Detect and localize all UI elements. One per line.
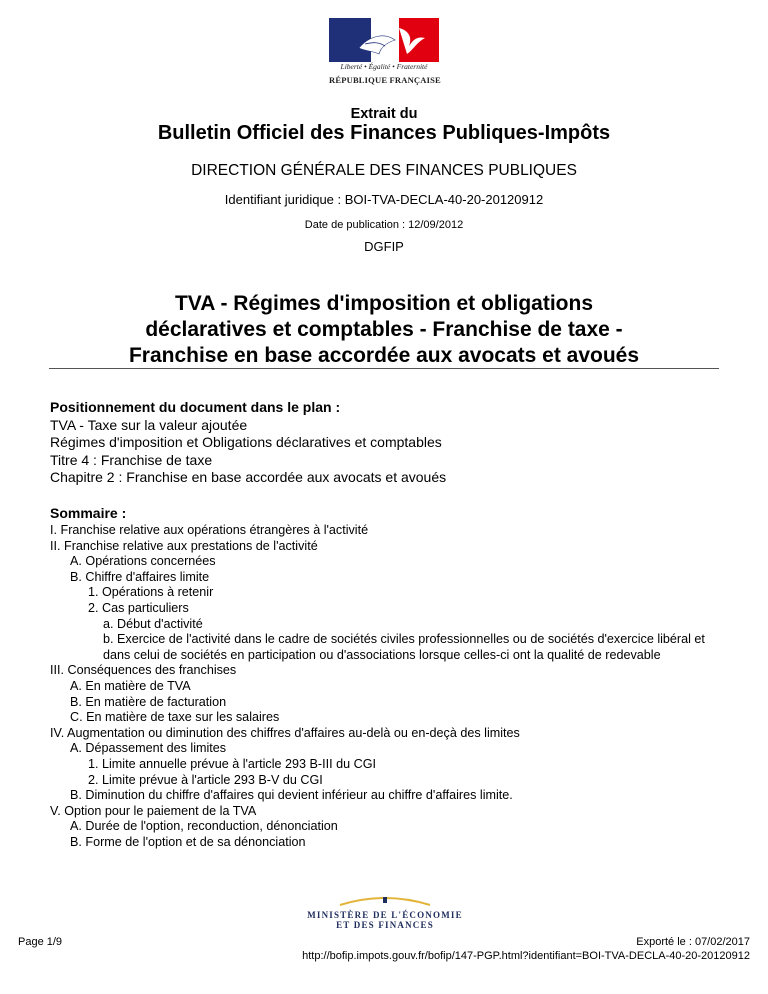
toc-item[interactable]: B. En matière de facturation — [70, 694, 227, 709]
toc-item[interactable]: a. Début d'activité — [103, 616, 203, 631]
sommaire-list — [50, 523, 720, 850]
title-divider — [49, 368, 719, 369]
document-title-line: déclaratives et comptables - Franchise de taxe - — [145, 318, 623, 341]
logo-republic-label: RÉPUBLIQUE FRANÇAISE — [329, 75, 441, 85]
toc-item[interactable]: V. Option pour le paiement de la TVA — [50, 803, 257, 818]
toc-item[interactable]: B. Forme de l'option et de sa dénonciation — [70, 834, 306, 849]
toc-item[interactable]: A. Opérations concernées — [70, 554, 216, 569]
ministere-arc-icon — [335, 893, 435, 907]
plan-position-section — [50, 399, 730, 487]
plan-line: TVA - Taxe sur la valeur ajoutée — [50, 416, 248, 433]
document-title-line: TVA - Régimes d'imposition et obligations — [174, 292, 593, 315]
publication-date: Date de publication : 12/09/2012 — [304, 219, 464, 231]
logo-motto: Liberté • Égalité • Fraternité — [340, 62, 428, 71]
plan-line: Régimes d'imposition et Obligations déclaratives et comptables — [50, 434, 442, 450]
toc-item[interactable]: A. Durée de l'option, reconduction, dénonciation — [70, 819, 338, 834]
ministere-line-1: MINISTÈRE DE L'ÉCONOMIE — [307, 910, 463, 920]
toc-item[interactable]: C. En matière de taxe sur les salaires — [70, 710, 280, 725]
toc-item[interactable]: A. En matière de TVA — [70, 678, 191, 693]
export-date: Exporté le : 07/02/2017 — [636, 936, 750, 948]
page-number: Page 1/9 — [18, 936, 63, 948]
plan-line: Titre 4 : Franchise de taxe — [50, 451, 213, 468]
toc-item[interactable]: IV. Augmentation ou diminution des chiffres d'affaires au-delà ou en-deçà des limites — [50, 725, 520, 740]
toc-item[interactable]: A. Dépassement des limites — [70, 741, 227, 756]
toc-item[interactable]: 1. Limite annuelle prévue à l'article 293 B-III du CGI — [88, 756, 377, 771]
toc-item[interactable]: B. Chiffre d'affaires limite — [70, 569, 210, 584]
toc-item[interactable]: 2. Cas particuliers — [88, 600, 189, 615]
document-title — [60, 291, 708, 369]
plan-heading: Positionnement du document dans le plan : — [50, 399, 341, 415]
toc-item[interactable]: b. Exercice de l'activité dans le cadre de sociétés civiles professionnelles ou de sociétés d'exercice libéral et dans celui de sociétés en participation ou d'associations lorsque celles-ci ont la qualité de redevable — [103, 632, 705, 662]
direction-label: DIRECTION GÉNÉRALE DES FINANCES PUBLIQUES — [191, 162, 577, 179]
bulletin-title: Bulletin Officiel des Finances Publiques-Impôts — [157, 122, 611, 144]
toc-item[interactable]: III. Conséquences des franchises — [50, 663, 237, 678]
document-title-line: Franchise en base accordée aux avocats et avoués — [128, 344, 640, 367]
extrait-label: Extrait du — [350, 106, 418, 122]
republique-francaise-logo — [329, 18, 441, 85]
toc-item[interactable]: II. Franchise relative aux prestations de l'activité — [50, 538, 318, 553]
ministere-line-2: ET DES FINANCES — [336, 920, 434, 930]
sommaire-heading: Sommaire : — [50, 505, 127, 521]
toc-item[interactable]: B. Diminution du chiffre d'affaires qui devient inférieur au chiffre d'affaires limite. — [70, 788, 513, 803]
toc-item[interactable]: 1. Opérations à retenir — [88, 585, 214, 600]
marianne-flag-icon — [329, 18, 439, 62]
legal-identifier: Identifiant juridique : BOI-TVA-DECLA-40-20-20120912 — [224, 192, 544, 207]
toc-item[interactable]: 2. Limite prévue à l'article 293 B-V du CGI — [88, 772, 323, 787]
toc-item[interactable]: I. Franchise relative aux opérations étrangères à l'activité — [50, 523, 369, 537]
plan-line: Chapitre 2 : Franchise en base accordée aux avocats et avoués — [50, 469, 447, 485]
dgfip-label: DGFIP — [364, 239, 404, 254]
source-url[interactable]: http://bofip.impots.gouv.fr/bofip/147-PGP.html?identifiant=BOI-TVA-DECLA-40-20-20120912 — [302, 950, 750, 962]
ministere-logo — [300, 893, 470, 935]
